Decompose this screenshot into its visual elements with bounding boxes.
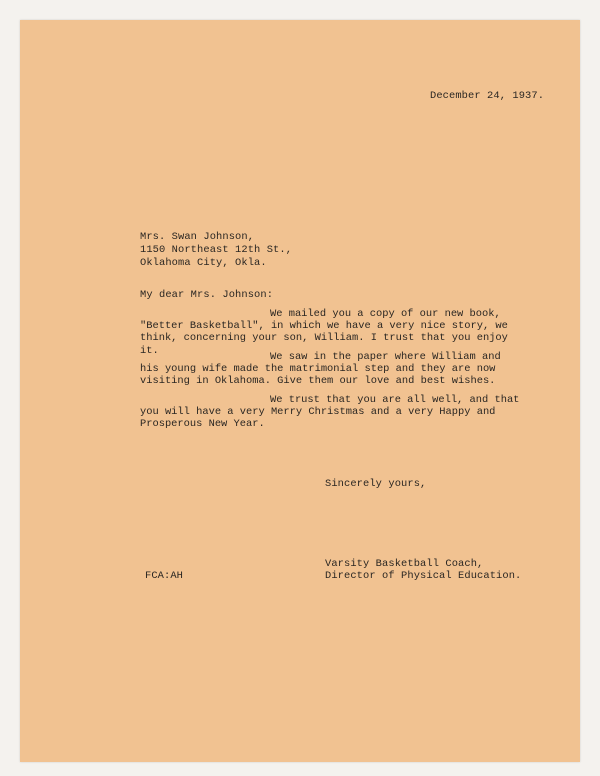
recipient-street: 1150 Northeast 12th St.,: [140, 244, 293, 256]
letter-page: [20, 20, 580, 762]
closing: Sincerely yours,: [325, 478, 427, 490]
body-paragraph-3: We trust that you are all well, and that you will have a very Merry Christmas and a very Happy and Prosperous New Year.: [140, 394, 520, 431]
signature-title-2: Director of Physical Education.: [325, 570, 522, 582]
signature-title-1: Varsity Basketball Coach,: [325, 558, 484, 570]
body-paragraph-2: We saw in the paper where William and his young wife made the matrimonial step and they are now visiting in Oklahoma. Give them our love and best wishes.: [140, 351, 501, 388]
salutation: My dear Mrs. Johnson:: [140, 289, 274, 301]
recipient-name: Mrs. Swan Johnson,: [140, 231, 255, 243]
letter-date: December 24, 1937.: [430, 90, 545, 102]
recipient-city: Oklahoma City, Okla.: [140, 257, 267, 269]
body-paragraph-1: We mailed you a copy of our new book, "Better Basketball", in which we have a very nice story, we think, concerning your son, William. I trust that you enjoy it.: [140, 308, 508, 357]
typist-initials: FCA:AH: [145, 570, 184, 582]
